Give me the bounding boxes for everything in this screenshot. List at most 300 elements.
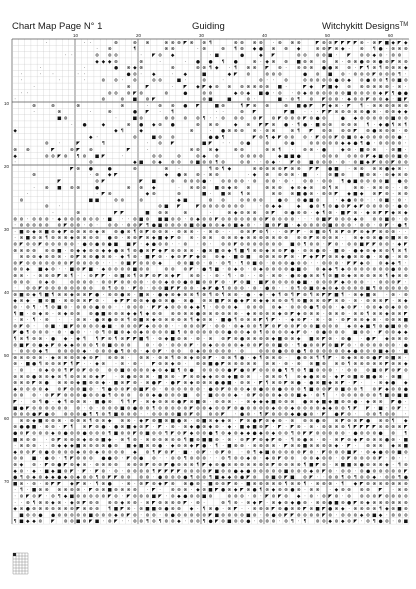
stitch-symbol: ⊗: [284, 211, 288, 216]
stitch-symbol: ⊗: [45, 375, 49, 380]
stitch-symbol: ⊗: [303, 224, 307, 229]
stitch-symbol: ⊗: [95, 495, 99, 500]
stitch-symbol: ◆: [152, 123, 156, 128]
stitch-symbol: ■: [315, 507, 319, 512]
stitch-symbol: ⊗: [360, 476, 364, 481]
stitch-symbol: ◤: [385, 224, 389, 229]
stitch-symbol: ⊗: [309, 66, 313, 71]
stitch-symbol: ⊗: [259, 425, 263, 430]
stitch-symbol: ⊗: [70, 488, 74, 493]
stitch-symbol: ⊗: [139, 261, 143, 266]
stitch-symbol: ◤: [284, 444, 288, 449]
stitch-symbol: ◆: [165, 236, 169, 241]
stitch-symbol: ⊗: [221, 350, 225, 355]
stitch-symbol: ■: [404, 444, 408, 449]
stitch-symbol: ⊗: [360, 154, 364, 159]
stitch-symbol: ⊗: [51, 457, 55, 462]
stitch-symbol: ⊗: [372, 501, 376, 506]
stitch-symbol: ■: [391, 356, 395, 361]
stitch-symbol: ⊗: [398, 167, 402, 172]
stitch-symbol: ·: [311, 110, 312, 115]
stitch-symbol: ⊗: [158, 79, 162, 84]
stitch-symbol: ⊗: [347, 243, 351, 248]
stitch-symbol: ■: [366, 324, 370, 329]
stitch-symbol: ⊗: [32, 173, 36, 178]
stitch-symbol: ·: [191, 337, 192, 342]
stitch-symbol: ⊗: [309, 98, 313, 103]
stitch-symbol: ⊗: [246, 192, 250, 197]
stitch-symbol: ⊗: [26, 413, 30, 418]
stitch-symbol: ⊗: [322, 79, 326, 84]
stitch-symbol: ⊗: [246, 369, 250, 374]
stitch-symbol: ◆: [391, 306, 395, 311]
stitch-symbol: ⊗: [13, 375, 17, 380]
stitch-symbol: ■: [145, 255, 149, 260]
stitch-symbol: ◆: [391, 211, 395, 216]
stitch-symbol: ■: [315, 324, 319, 329]
stitch-symbol: ⊗: [303, 54, 307, 59]
stitch-symbol: ¶: [234, 355, 237, 361]
stitch-symbol: ■: [101, 438, 105, 443]
stitch-symbol: ⊗: [51, 236, 55, 241]
stitch-symbol: ●: [45, 381, 49, 386]
stitch-symbol: ●: [404, 476, 408, 481]
stitch-symbol: ◤: [335, 192, 339, 197]
stitch-symbol: ⊗: [57, 287, 61, 292]
stitch-symbol: ⊗: [26, 513, 30, 518]
stitch-symbol: ⊗: [303, 66, 307, 71]
stitch-symbol: ⊗: [253, 60, 257, 65]
stitch-symbol: ⊗: [404, 255, 408, 260]
stitch-symbol: ·: [336, 161, 337, 166]
stitch-symbol: ⊗: [64, 520, 68, 525]
stitch-symbol: ⊗: [101, 513, 105, 518]
stitch-symbol: ■: [189, 261, 193, 266]
stitch-symbol: ⊗: [76, 406, 80, 411]
stitch-symbol: ■: [114, 331, 118, 336]
stitch-symbol: ·: [115, 255, 116, 260]
stitch-symbol: ⊗: [64, 381, 68, 386]
stitch-symbol: ⊗: [64, 513, 68, 518]
stitch-symbol: ⊗: [335, 243, 339, 248]
stitch-symbol: ⊗: [196, 337, 200, 342]
stitch-symbol: ◆: [133, 444, 137, 449]
stitch-symbol: ⊗: [347, 476, 351, 481]
stitch-symbol: ⊗: [353, 255, 357, 260]
column-number-60: 60: [388, 34, 393, 39]
stitch-symbol: ·: [260, 495, 261, 500]
stitch-symbol: ⊗: [108, 450, 112, 455]
stitch-symbol: ⊗: [70, 230, 74, 235]
stitch-symbol: ◤: [196, 205, 200, 210]
stitch-symbol: ·: [197, 47, 198, 52]
stitch-symbol: ⊗: [127, 488, 131, 493]
stitch-symbol: ⊗: [183, 287, 187, 292]
stitch-symbol: ◤: [265, 123, 269, 128]
stitch-symbol: ■: [227, 381, 231, 386]
stitch-symbol: ⊗: [328, 457, 332, 462]
stitch-symbol: ⊗: [20, 280, 24, 285]
stitch-symbol: ·: [122, 79, 123, 84]
stitch-symbol: ⊗: [57, 432, 61, 437]
stitch-symbol: ⊗: [215, 450, 219, 455]
stitch-symbol: ◤: [322, 469, 326, 474]
stitch-symbol: ¶: [341, 475, 344, 481]
stitch-symbol: ⊗: [95, 513, 99, 518]
stitch-symbol: ◆: [13, 387, 17, 392]
stitch-symbol: ⊗: [13, 457, 17, 462]
stitch-symbol: ⊗: [322, 91, 326, 96]
stitch-symbol: ⊗: [196, 482, 200, 487]
stitch-symbol: ◤: [234, 369, 238, 374]
stitch-symbol: ¶: [234, 46, 237, 52]
stitch-symbol: ◤: [76, 507, 80, 512]
stitch-symbol: ¶: [228, 260, 231, 266]
stitch-symbol: ◤: [183, 432, 187, 437]
stitch-symbol: ◆: [297, 205, 301, 210]
stitch-symbol: ⊗: [13, 413, 17, 418]
stitch-symbol: ⊗: [265, 394, 269, 399]
stitch-symbol: ◤: [146, 85, 150, 90]
stitch-symbol: ⊗: [335, 350, 339, 355]
stitch-symbol: ⊗: [322, 135, 326, 140]
stitch-symbol: ⊗: [360, 331, 364, 336]
stitch-symbol: ·: [348, 312, 349, 317]
stitch-symbol: ·: [178, 450, 179, 455]
stitch-symbol: ●: [196, 425, 200, 430]
stitch-symbol: ⊗: [196, 66, 200, 71]
stitch-symbol: ·: [235, 413, 236, 418]
stitch-symbol: ⊗: [341, 224, 345, 229]
stitch-symbol: ⊗: [278, 243, 282, 248]
stitch-symbol: ·: [140, 54, 141, 59]
stitch-symbol: ⊗: [83, 299, 87, 304]
stitch-symbol: ⊗: [221, 356, 225, 361]
stitch-symbol: ■: [76, 444, 80, 449]
stitch-symbol: ◤: [309, 432, 313, 437]
stitch-symbol: ⊗: [360, 72, 364, 77]
stitch-symbol: ⊗: [146, 217, 150, 222]
stitch-symbol: ⊗: [372, 350, 376, 355]
stitch-symbol: ■: [170, 331, 174, 336]
stitch-symbol: ·: [399, 293, 400, 298]
stitch-symbol: ·: [33, 274, 34, 279]
stitch-symbol: ⊗: [196, 432, 200, 437]
stitch-symbol: ⊗: [278, 488, 282, 493]
stitch-symbol: ⊗: [328, 123, 332, 128]
stitch-symbol: ◆: [32, 520, 36, 525]
stitch-symbol: ⊗: [76, 413, 80, 418]
stitch-symbol: ◤: [83, 268, 87, 273]
stitch-symbol: ⊗: [127, 91, 131, 96]
stitch-symbol: ⊗: [227, 513, 231, 518]
stitch-symbol: ⊗: [164, 274, 168, 279]
stitch-symbol: ⊗: [177, 249, 181, 254]
stitch-symbol: ◤: [391, 60, 395, 65]
stitch-symbol: ⊗: [164, 513, 168, 518]
stitch-symbol: ⊗: [335, 98, 339, 103]
stitch-symbol: ◤: [354, 425, 358, 430]
stitch-symbol: ■: [385, 198, 389, 203]
stitch-symbol: ■: [70, 268, 74, 273]
stitch-symbol: ·: [392, 192, 393, 197]
stitch-symbol: ⊗: [335, 154, 339, 159]
stitch-symbol: ⊗: [146, 249, 150, 254]
stitch-symbol: ¶: [39, 361, 42, 367]
stitch-symbol: ●: [95, 186, 99, 191]
stitch-symbol: ⊗: [209, 148, 213, 153]
stitch-symbol: ⊗: [265, 205, 269, 210]
stitch-symbol: ◤: [398, 406, 402, 411]
stitch-symbol: ◆: [291, 501, 295, 506]
stitch-symbol: ⊗: [20, 444, 24, 449]
stitch-symbol: ■: [82, 381, 86, 386]
stitch-symbol: ·: [348, 381, 349, 386]
stitch-symbol: ●: [240, 406, 244, 411]
stitch-symbol: ⊗: [328, 211, 332, 216]
stitch-symbol: ⊗: [70, 400, 74, 405]
stitch-symbol: ⊗: [83, 154, 87, 159]
stitch-symbol: ⊗: [328, 161, 332, 166]
stitch-symbol: ●: [234, 60, 238, 65]
stitch-symbol: ·: [140, 72, 141, 77]
stitch-symbol: ⊗: [177, 457, 181, 462]
stitch-symbol: ⊗: [133, 350, 137, 355]
stitch-symbol: ·: [59, 299, 60, 304]
stitch-symbol: ⊗: [171, 312, 175, 317]
stitch-symbol: ◆: [120, 255, 124, 260]
stitch-symbol: ¶: [165, 431, 168, 437]
stitch-symbol: ⊗: [127, 230, 131, 235]
stitch-symbol: ⊗: [108, 224, 112, 229]
stitch-symbol: ■: [341, 387, 345, 392]
stitch-symbol: ◤: [51, 482, 55, 487]
stitch-symbol: ⊗: [366, 205, 370, 210]
stitch-symbol: ·: [304, 495, 305, 500]
stitch-symbol: ◆: [291, 331, 295, 336]
stitch-symbol: ◤: [354, 261, 358, 266]
stitch-symbol: ⊗: [372, 469, 376, 474]
stitch-symbol: ●: [45, 450, 49, 455]
stitch-symbol: ·: [115, 117, 116, 122]
stitch-symbol: ◤: [372, 161, 376, 166]
stitch-symbol: ⊗: [209, 217, 213, 222]
stitch-symbol: ⊗: [64, 287, 68, 292]
stitch-symbol: ⊗: [360, 312, 364, 317]
stitch-symbol: ⊗: [347, 60, 351, 65]
stitch-symbol: ⊗: [385, 495, 389, 500]
stitch-symbol: ◤: [284, 249, 288, 254]
stitch-symbol: ⊗: [341, 350, 345, 355]
stitch-symbol: ⊗: [177, 507, 181, 512]
stitch-symbol: ·: [84, 224, 85, 229]
stitch-symbol: ·: [71, 318, 72, 323]
stitch-symbol: ■: [38, 299, 42, 304]
stitch-symbol: ⊗: [202, 406, 206, 411]
stitch-symbol: ⊗: [127, 123, 131, 128]
stitch-symbol: ●: [385, 438, 389, 443]
stitch-symbol: ⊗: [190, 495, 194, 500]
stitch-symbol: ⊗: [309, 180, 313, 185]
stitch-symbol: ⊗: [309, 230, 313, 235]
stitch-symbol: ◤: [354, 41, 358, 46]
stitch-symbol: ⊗: [45, 224, 49, 229]
stitch-symbol: ⊗: [158, 331, 162, 336]
stitch-symbol: ·: [216, 457, 217, 462]
stitch-symbol: ◤: [133, 400, 137, 405]
stitch-symbol: ●: [397, 205, 401, 210]
stitch-symbol: ⊗: [366, 268, 370, 273]
stitch-symbol: ◤: [391, 161, 395, 166]
stitch-symbol: ⊗: [335, 47, 339, 52]
stitch-symbol: ◆: [385, 98, 389, 103]
stitch-symbol: ¶: [303, 368, 306, 374]
stitch-symbol: ⊗: [51, 255, 55, 260]
stitch-symbol: ●: [366, 419, 370, 424]
stitch-symbol: ⊗: [26, 476, 30, 481]
stitch-symbol: ■: [215, 513, 219, 518]
stitch-symbol: ■: [404, 394, 408, 399]
stitch-symbol: ⊗: [259, 274, 263, 279]
stitch-symbol: ⊗: [76, 236, 80, 241]
stitch-symbol: ⊗: [347, 306, 351, 311]
stitch-symbol: ·: [323, 476, 324, 481]
stitch-symbol: ⊗: [89, 343, 93, 348]
stitch-symbol: ⊗: [341, 331, 345, 336]
stitch-symbol: ⊗: [164, 450, 168, 455]
stitch-symbol: ⊗: [341, 299, 345, 304]
stitch-symbol: ⊗: [101, 98, 105, 103]
stitch-symbol: ·: [21, 91, 22, 96]
stitch-symbol: ¶: [348, 361, 351, 367]
stitch-symbol: ·: [14, 98, 15, 103]
stitch-symbol: ⊗: [158, 230, 162, 235]
stitch-symbol: ⊗: [139, 91, 143, 96]
stitch-symbol: ·: [285, 356, 286, 361]
stitch-symbol: ⊗: [190, 180, 194, 185]
stitch-symbol: ⊗: [284, 280, 288, 285]
stitch-symbol: ¶: [341, 179, 344, 185]
stitch-symbol: ●: [290, 488, 294, 493]
stitch-symbol: ◆: [278, 312, 282, 317]
stitch-symbol: ◤: [26, 406, 30, 411]
stitch-symbol: ⊗: [253, 243, 257, 248]
stitch-symbol: ·: [392, 243, 393, 248]
stitch-symbol: ⊗: [360, 375, 364, 380]
stitch-symbol: ◆: [391, 274, 395, 279]
designer-label: Witchykitt Designs: [322, 21, 400, 32]
stitch-symbol: ·: [254, 413, 255, 418]
stitch-symbol: ⊗: [38, 230, 42, 235]
stitch-symbol: ⊗: [353, 293, 357, 298]
stitch-symbol: ⊗: [70, 507, 74, 512]
stitch-symbol: ◤: [347, 205, 351, 210]
stitch-symbol: ⊗: [139, 369, 143, 374]
stitch-symbol: ⊗: [70, 419, 74, 424]
stitch-symbol: ◤: [76, 255, 80, 260]
stitch-symbol: ·: [185, 520, 186, 525]
stitch-symbol: ◤: [246, 438, 250, 443]
stitch-symbol: ⊗: [45, 186, 49, 191]
stitch-symbol: ⊗: [259, 444, 263, 449]
stitch-symbol: ■: [240, 249, 244, 254]
stitch-symbol: ·: [260, 205, 261, 210]
stitch-symbol: ⊗: [209, 230, 213, 235]
stitch-symbol: ⊗: [272, 60, 276, 65]
stitch-symbol: ●: [208, 135, 212, 140]
stitch-symbol: ■: [202, 419, 206, 424]
stitch-symbol: ●: [303, 274, 307, 279]
stitch-symbol: ·: [191, 488, 192, 493]
stitch-symbol: ·: [405, 457, 406, 462]
stitch-symbol: ■: [202, 438, 206, 443]
stitch-symbol: ■: [215, 469, 219, 474]
stitch-symbol: ⊗: [391, 54, 395, 59]
stitch-symbol: ●: [391, 381, 395, 386]
stitch-symbol: ⊗: [335, 60, 339, 65]
stitch-symbol: ·: [342, 243, 343, 248]
stitch-symbol: ·: [166, 457, 167, 462]
stitch-symbol: ⊗: [253, 513, 257, 518]
stitch-symbol: ●: [26, 425, 30, 430]
stitch-symbol: ◆: [165, 306, 169, 311]
stitch-symbol: ⊗: [347, 129, 351, 134]
stitch-symbol: ⊗: [114, 91, 118, 96]
stitch-symbol: ⊗: [127, 350, 131, 355]
stitch-symbol: ·: [210, 192, 211, 197]
stitch-symbol: ◆: [190, 425, 194, 430]
stitch-symbol: ·: [90, 318, 91, 323]
stitch-symbol: ◆: [120, 501, 124, 506]
stitch-symbol: ◆: [234, 91, 238, 96]
stitch-symbol: ⊗: [316, 91, 320, 96]
stitch-symbol: ⊗: [372, 343, 376, 348]
stitch-symbol: ⊗: [76, 293, 80, 298]
stitch-symbol: ·: [140, 350, 141, 355]
stitch-symbol: ¶: [196, 462, 199, 468]
stitch-symbol: ⊗: [20, 394, 24, 399]
stitch-symbol: ⊗: [246, 261, 250, 266]
stitch-symbol: ⊗: [164, 167, 168, 172]
stitch-symbol: ◤: [291, 230, 295, 235]
stitch-symbol: ⊗: [240, 85, 244, 90]
stitch-symbol: ◤: [385, 211, 389, 216]
stitch-symbol: ◆: [209, 375, 213, 380]
stitch-symbol: ◆: [354, 482, 358, 487]
stitch-symbol: ■: [13, 438, 17, 443]
stitch-symbol: ■: [404, 520, 408, 525]
stitch-symbol: ⊗: [290, 192, 294, 197]
stitch-symbol: ◆: [196, 306, 200, 311]
stitch-symbol: ⊗: [158, 356, 162, 361]
stitch-symbol: ⊗: [83, 217, 87, 222]
stitch-symbol: ⊗: [360, 41, 364, 46]
stitch-symbol: ⊗: [183, 261, 187, 266]
stitch-symbol: ⊗: [278, 419, 282, 424]
stitch-symbol: ⊗: [234, 387, 238, 392]
stitch-symbol: ⊗: [328, 129, 332, 134]
stitch-symbol: ⊗: [372, 66, 376, 71]
stitch-symbol: ⊗: [32, 343, 36, 348]
stitch-symbol: ■: [278, 98, 282, 103]
stitch-symbol: ⊗: [133, 324, 137, 329]
stitch-symbol: ◤: [64, 224, 68, 229]
stitch-symbol: ¶: [146, 336, 149, 342]
stitch-symbol: ⊗: [309, 117, 313, 122]
stitch-symbol: ⊗: [158, 438, 162, 443]
stitch-symbol: ·: [84, 488, 85, 493]
stitch-symbol: ¶: [259, 330, 262, 336]
